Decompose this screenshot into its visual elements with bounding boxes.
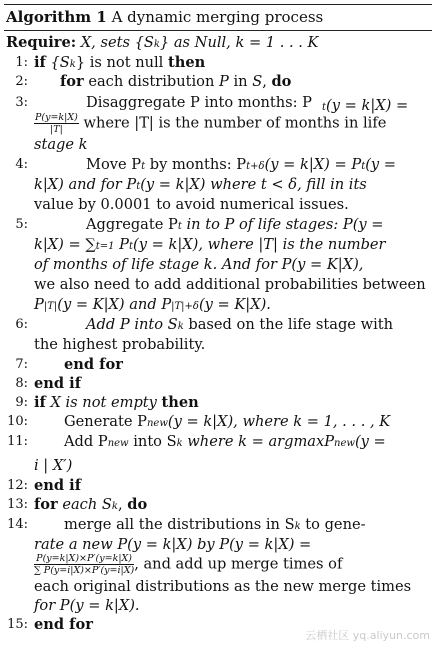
algo-line-10: 10: Generate Pnew(y = k|X), where k = 1, . . . , K [7, 413, 391, 430]
fraction-p-over-t: $\frac{P(y=k|X)}{|T|}$ [35, 112, 78, 135]
require-line: Require: X, sets {Sk} as Null, k = 1 . . . K [6, 34, 319, 51]
algo-line-8: 8: end if [15, 375, 82, 392]
algo-line-7: 7: end for [15, 356, 123, 373]
algo-line-4: 4: Move Pt by months: Pt+δ(y = k|X) = Pt(y = k|X) and for Pt(y = k|X) where t < δ, fill in its value by 0.0001 to avoid numerical issues. [15, 156, 397, 213]
algorithm-name: A dynamic merging process [111, 8, 324, 26]
algorithm-title [4, 5, 432, 27]
algorithm-label: Algorithm 1 [6, 8, 107, 26]
algo-line-3: 3: Disaggregate P into months: P t(y = k|X) = $\frac{P(y=k|X)}{|T|}$ where |T| is the number of months in life stage k [15, 94, 409, 153]
algo-line-2: 2: for each distribution P in S, do [15, 73, 292, 90]
algo-line-14: 14: merge all the distributions in Sk to gene- rate a new P(y = k|X) by P(y = k|X) = $\frac{P(y=k|X)\times P'(y=k|X)}{\sum P(y=i|X)\times P'(y=i|X)}$ , and add up merge times of each original distributions as the new merge times for P(y = k|X). [7, 516, 412, 614]
algo-line-15: 15: end for [7, 616, 93, 633]
watermark: 云栖社区 yq.aliyun.com [305, 629, 430, 642]
algo-line-9: 9: if X is not empty then [15, 394, 199, 411]
algorithm-box [4, 4, 432, 634]
algo-line-12: 12: end if [7, 477, 82, 494]
algo-line-6: 6: Add P into Sk based on the life stage with the highest probability. [15, 316, 394, 353]
algo-line-11: 11: Add Pnew into Sk where k = argmaxPnew(y = i | X′) [7, 433, 386, 474]
algo-line-5: 5: Aggregate Pt in to P of life stages: P(y = k|X) = ∑t=1 Pt(y = k|X), where |T| is the number of months of life stage k. And for P(y = K|X), we also need to add additional probabilities between P|T|(y = K|X) and P|T|+δ(y = K|X). [15, 216, 426, 313]
algo-line-1: 1: if {Sk} is not null then [15, 54, 206, 71]
algo-line-13: 13: for each Sk, do [7, 496, 148, 513]
fraction-merge: $\frac{P(y=k|X)\times P'(y=k|X)}{\sum P(y=i|X)\times P'(y=i|X)}$ [34, 553, 135, 576]
